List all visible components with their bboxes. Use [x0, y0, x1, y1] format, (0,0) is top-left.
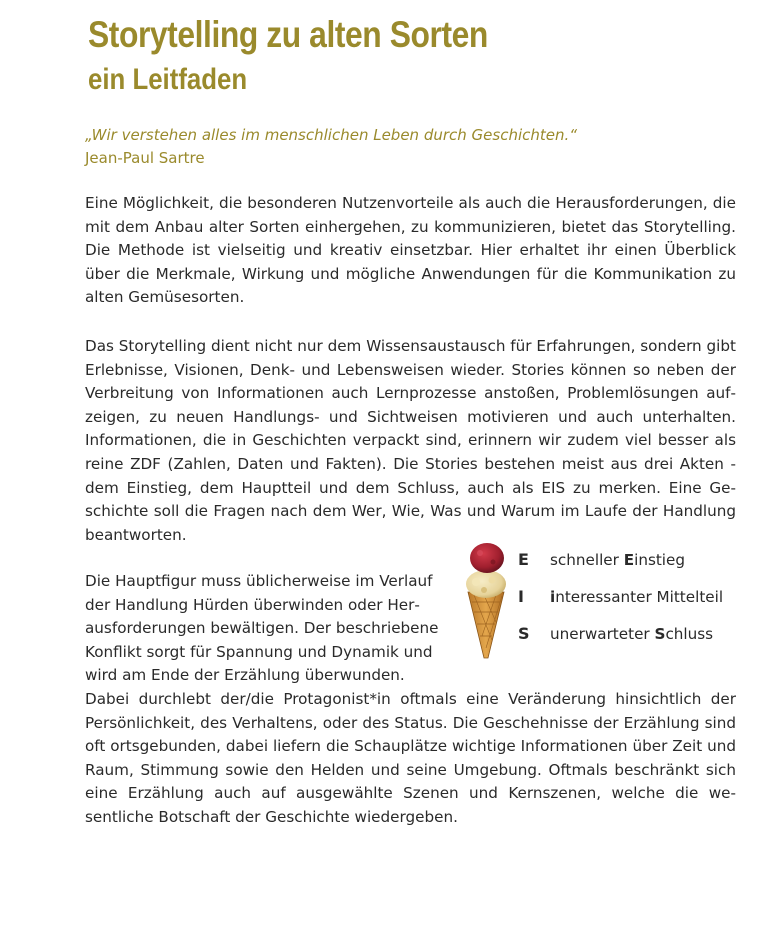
- eis-row-mittelteil: [518, 585, 748, 622]
- paragraph-protagonist: Dabei durchlebt der/die Protagonist*in oftmals eine Veränderung hinsichtlich der Persönlichkeit, des Verhaltens, oder des Status. Die Geschehnisse der Erzählung sind oft ortsgebunden, dabei liefern die Schauplätze wichtige Informationen über Zeit und Raum, Stimmung sowie den Helden und seine Umgebung. Oftmals beschränkt sich eine Erzählung auch auf ausgewählte Szenen und Kernszenen, welche die wesentliche Botschaft der Geschichte wiedergeben.: [85, 690, 736, 826]
- eis-letter: S: [518, 624, 530, 643]
- eis-label: schneller Einstieg: [550, 551, 686, 569]
- page-title: Storytelling zu alten Sorten: [88, 14, 488, 55]
- eis-label: unerwarteter Schluss: [550, 625, 714, 643]
- page-subtitle: ein Leitfaden: [88, 63, 248, 96]
- eis-letter: E: [518, 550, 529, 569]
- quote-author: Jean-Paul Sartre: [85, 149, 205, 167]
- eis-row-einstieg: [518, 548, 748, 585]
- paragraph-storytelling: Das Storytelling dient nicht nur dem Wissensaustausch für Erfahrungen, sondern gibt Erlebnisse, Visionen, Denk- und Lebensweisen wieder. Stories können so neben der Verbreitung von Informationen auch Lernprozesse anstoßen, Problemlösungen aufzeigen, zu neuen Handlungs- und Sichtweisen motivieren und auch unterhalten. Informationen, die in Geschichten verpackt sind, erinnern wir zudem viel besser als reine ZDF (Zahlen, Daten und Fakten). Die Stories bestehen meist aus drei Akten - dem Einstieg, dem Hauptteil und dem Schluss, auch als EIS zu merken. Eine Geschichte soll die Fragen nach dem Wer, Wie, Was und Warum im Laufe der Handlung beantworten.: [85, 337, 736, 544]
- eis-letter: I: [518, 587, 524, 606]
- quote-text: „Wir verstehen alles im menschlichen Leben durch Geschichten.“: [85, 126, 578, 144]
- quote-block: [85, 124, 725, 170]
- paragraph-intro: Eine Möglichkeit, die besonderen Nutzenvorteile als auch die Herausforderungen, die mit dem Anbau alter Sorten einhergehen, zu kommunizieren, bietet das Storytelling. Die Methode ist vielseitig und kreativ einsetzbar. Hier erhaltet ihr einen Überblick über die Merkmale, Wirkung und mögliche Anwendungen für die Kommunikation zu alten Gemüsesorten.: [85, 194, 736, 307]
- ice-cream-cone-icon: [462, 540, 510, 660]
- eis-label: interessanter Mittelteil: [550, 588, 724, 606]
- eis-mnemonic: [518, 548, 748, 659]
- paragraph-hauptfigur: Die Hauptfigur muss üblicherweise im Verlauf der Handlung Hürden überwinden oder Herausforderungen bewältigen. Der beschriebene Konflikt sorgt für Spannung und Dynamik und wird am Ende der Erzählung überwunden.: [85, 572, 439, 685]
- eis-row-schluss: [518, 622, 748, 659]
